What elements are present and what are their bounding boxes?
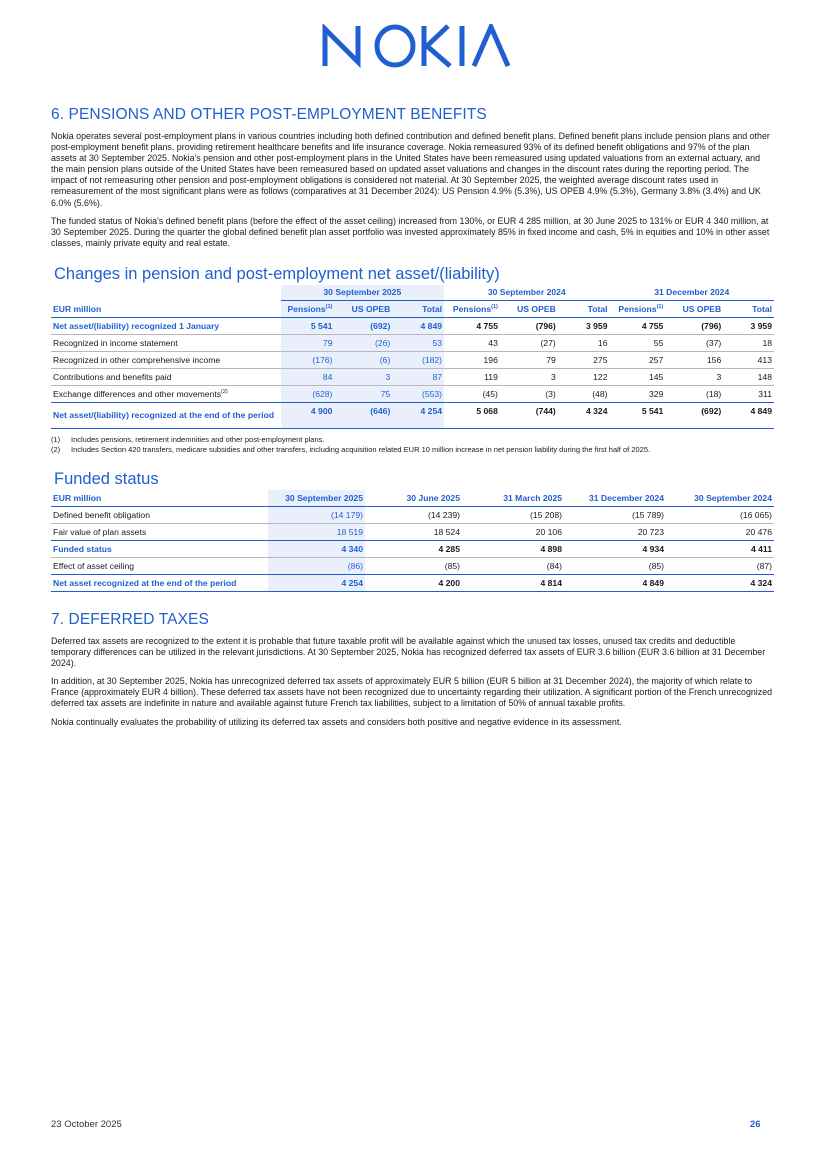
footnote [51, 445, 774, 454]
table-cell: 4 755 [609, 317, 665, 334]
table-cell: (48) [558, 385, 610, 402]
column-header: Total [723, 300, 774, 317]
section-7-paragraph-3: Nokia continually evaluates the probability of utilizing its deferred tax assets and considers both positive and negative evidence in its assessment. [51, 716, 622, 727]
table-cell: (16 065) [666, 506, 774, 523]
table-cell: 18 524 [365, 523, 462, 540]
table-cell: 4 254 [268, 574, 365, 591]
section-6-title: 6. PENSIONS AND OTHER POST-EMPLOYMENT BENEFITS [51, 106, 487, 123]
table-cell: 3 [334, 368, 392, 385]
table-footnotes [51, 435, 774, 454]
section-6-paragraph-1: Nokia operates several post-employment plans in various countries including both defined contribution and defined benefit plans. Defined benefit plans include pension plans and other post-employment benefit plans, providing retirement healthcare benefits and life insurance coverage. Nokia remeasured 93% of its defined benefit obligations and 97% of the plan assets at 30 September 2025. Nokia's pension and other post-employment plans in the United States have been remeasured using updated valuations from an external actuary, and the main pension plans outside of the United States have been remeasured based on updated asset valuations and changes in the discount rates during the reporting period. The impact of not remeasuring other pension and post-employment obligations is considered not material. At 30 September 2025, the weighted average discount rates used in remeasurement of the most significant plans were as follows (comparatives at 31 December 2024): US Pension 4.9% (5.3%), US OPEB 4.9% (5.3%), Germany 3.8% (3.4%) and UK 6.0% (5.6%). [51, 131, 770, 208]
table-cell: 148 [723, 368, 774, 385]
group-header: 31 December 2024 [609, 285, 774, 301]
table-cell: 4 324 [666, 574, 774, 591]
group-header: 30 September 2024 [444, 285, 609, 301]
row-label: Recognized in other comprehensive income [51, 351, 281, 368]
table-cell: (26) [334, 334, 392, 351]
table-cell: 3 959 [558, 317, 610, 334]
table-cell: (87) [666, 557, 774, 574]
table-row [51, 351, 774, 368]
table-column-header [51, 490, 774, 507]
table-cell: 4 324 [558, 402, 610, 428]
row-label: Net asset/(liability) recognized at the end of the period [51, 402, 281, 428]
table-cell: 75 [334, 385, 392, 402]
table-cell: (18) [665, 385, 723, 402]
column-header: 31 March 2025 [462, 490, 564, 507]
table-group-header [51, 285, 774, 301]
table-cell: 119 [444, 368, 500, 385]
table-cell: 3 [500, 368, 558, 385]
table-cell: 122 [558, 368, 610, 385]
table-cell: 3 959 [723, 317, 774, 334]
nokia-logo [322, 24, 512, 68]
table-cell: 156 [665, 351, 723, 368]
table-cell: 79 [281, 334, 335, 351]
footnote-text: Includes pensions, retirement indemnities and other post-employment plans. [71, 434, 325, 444]
column-header: 30 June 2025 [365, 490, 462, 507]
row-label: Effect of asset ceiling [51, 557, 268, 574]
table-cell: 4 900 [281, 402, 335, 428]
page-content [51, 106, 774, 735]
table-cell: 4 814 [462, 574, 564, 591]
table-row [51, 506, 774, 523]
table-column-header [51, 300, 774, 317]
table-cell: 4 755 [444, 317, 500, 334]
table-cell: (692) [665, 402, 723, 428]
table-cell: (84) [462, 557, 564, 574]
footnote-number: (2) [51, 444, 61, 454]
table-row [51, 557, 774, 574]
unit-label: EUR million [51, 490, 268, 507]
table-cell: 79 [500, 351, 558, 368]
row-label: Exchange differences and other movements$^{(2)}$ [51, 385, 281, 402]
table-row [51, 317, 774, 334]
page-number: 26 [750, 1119, 761, 1130]
pension-table-title: Changes in pension and post-employment net asset/(liability) [54, 264, 500, 283]
table-cell: 257 [609, 351, 665, 368]
table-cell: 275 [558, 351, 610, 368]
table-cell: (182) [392, 351, 444, 368]
table-cell: 145 [609, 368, 665, 385]
table-cell: 18 519 [268, 523, 365, 540]
table-cell: 16 [558, 334, 610, 351]
table-cell: 4 849 [723, 402, 774, 428]
table-cell: 311 [723, 385, 774, 402]
table-cell: 18 [723, 334, 774, 351]
column-header: 30 September 2024 [666, 490, 774, 507]
table-cell: 4 200 [365, 574, 462, 591]
table-cell: 196 [444, 351, 500, 368]
table-cell: (3) [500, 385, 558, 402]
table-cell: (692) [334, 317, 392, 334]
table-cell: (37) [665, 334, 723, 351]
table-cell: (6) [334, 351, 392, 368]
empty-cell [51, 285, 281, 301]
section-7-title: 7. DEFERRED TAXES [51, 610, 209, 628]
table-subtotal-row [51, 540, 774, 557]
column-header: Total [558, 300, 610, 317]
column-header: US OPEB [665, 300, 723, 317]
row-label: Contributions and benefits paid [51, 368, 281, 385]
table-cell: 84 [281, 368, 335, 385]
pension-table [51, 285, 774, 429]
table-cell: 4 898 [462, 540, 564, 557]
table-cell: 87 [392, 368, 444, 385]
table-cell: (14 179) [268, 506, 365, 523]
table-cell: (15 789) [564, 506, 666, 523]
table-cell: 4 849 [564, 574, 666, 591]
table-row [51, 385, 774, 402]
column-header: Pensions$^{(1)}$ [609, 300, 665, 317]
table-cell: 5 068 [444, 402, 500, 428]
section-7-paragraph-1: Deferred tax assets are recognized to the extent it is probable that future taxable profit will be available against which the unused tax losses, unused tax credits and deductible temporary differences can be utilized in the relevant jurisdictions. At 30 September 2025, Nokia has recognized deferred tax assets of EUR 3.6 billion (EUR 3.6 billion at 31 December 2024). [51, 635, 766, 669]
table-cell: 413 [723, 351, 774, 368]
section-6-paragraph-2: The funded status of Nokia's defined benefit plans (before the effect of the asset ceiling) increased from 130%, or EUR 4 285 million, at 30 June 2025 to 131% or EUR 4 340 million, at 30 September 2025. During the quarter the global defined benefit plan asset portfolio was invested approximately 85% in fixed income and cash, 5% in equities and 10% in other asset classes, mainly private equity and real estate. [51, 215, 770, 248]
table-cell: 20 476 [666, 523, 774, 540]
table-cell: 4 411 [666, 540, 774, 557]
footnote [51, 435, 774, 444]
table-row [51, 334, 774, 351]
funded-status-table [51, 490, 774, 592]
column-header: US OPEB [500, 300, 558, 317]
column-header: Pensions$^{(1)}$ [444, 300, 500, 317]
table-cell: 4 254 [392, 402, 444, 428]
column-header: Pensions$^{(1)}$ [281, 300, 335, 317]
row-label: Fair value of plan assets [51, 523, 268, 540]
table-cell: 4 934 [564, 540, 666, 557]
table-total-row [51, 574, 774, 591]
row-label: Defined benefit obligation [51, 506, 268, 523]
table-cell: 3 [665, 368, 723, 385]
table-cell: (176) [281, 351, 335, 368]
table-cell: (86) [268, 557, 365, 574]
row-label: Funded status [51, 540, 268, 557]
table-cell: 20 106 [462, 523, 564, 540]
table-cell: (646) [334, 402, 392, 428]
footnote-text: Includes Section 420 transfers, medicare subsidies and other transfers, including acquisition related EUR 10 million increase in net pension liability during the first half of 2025. [71, 444, 651, 454]
column-header: Total [392, 300, 444, 317]
funded-status-title: Funded status [54, 469, 159, 488]
table-row [51, 368, 774, 385]
table-cell: (85) [365, 557, 462, 574]
table-cell: (796) [500, 317, 558, 334]
table-cell: (553) [392, 385, 444, 402]
group-header: 30 September 2025 [281, 285, 444, 301]
table-cell: 53 [392, 334, 444, 351]
table-cell: 329 [609, 385, 665, 402]
table-cell: (628) [281, 385, 335, 402]
table-cell: (744) [500, 402, 558, 428]
table-cell: 4 340 [268, 540, 365, 557]
table-cell: 4 849 [392, 317, 444, 334]
table-cell: (796) [665, 317, 723, 334]
table-cell: 4 285 [365, 540, 462, 557]
table-cell: 43 [444, 334, 500, 351]
section-7-paragraph-2: In addition, at 30 September 2025, Nokia has unrecognized deferred tax assets of approximately EUR 5 billion (EUR 5 billion at 31 December 2024), the majority of which relate to France (approximately EUR 4 billion). These deferred tax assets have not been recognized due to uncertainty regarding their utilization. A significant portion of the French unrecognized deferred tax assets are indefinite in nature and available against future French tax liabilities, subject to a limitation of 50% of annual taxable profits. [51, 676, 773, 709]
table-cell: (14 239) [365, 506, 462, 523]
column-header: US OPEB [334, 300, 392, 317]
table-cell: 5 541 [609, 402, 665, 428]
table-cell: 55 [609, 334, 665, 351]
unit-label: EUR million [51, 300, 281, 317]
footer-date: 23 October 2025 [51, 1119, 122, 1130]
row-label: Net asset recognized at the end of the period [51, 574, 268, 591]
column-header: 30 September 2025 [268, 490, 365, 507]
table-total-row [51, 402, 774, 428]
row-label: Recognized in income statement [51, 334, 281, 351]
table-cell: (27) [500, 334, 558, 351]
table-cell: (15 208) [462, 506, 564, 523]
table-cell: (45) [444, 385, 500, 402]
table-cell: 5 541 [281, 317, 335, 334]
table-cell: (85) [564, 557, 666, 574]
table-cell: 20 723 [564, 523, 666, 540]
footnote-number: (1) [51, 434, 61, 444]
row-label: Net asset/(liability) recognized 1 January [51, 317, 281, 334]
column-header: 31 December 2024 [564, 490, 666, 507]
table-row [51, 523, 774, 540]
